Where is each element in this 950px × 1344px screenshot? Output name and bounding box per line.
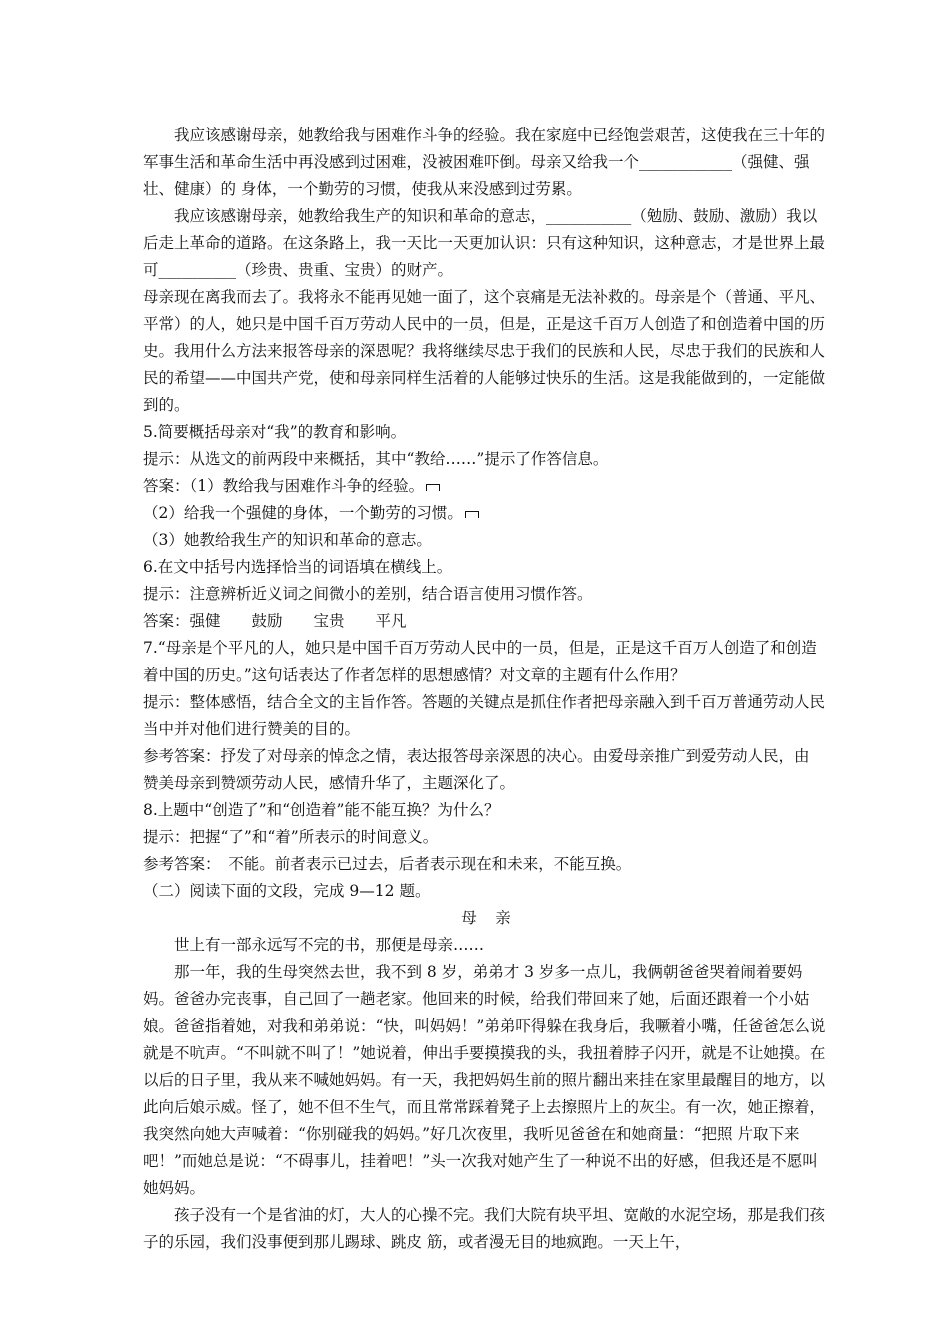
paragraph: 我应该感谢母亲，她教给我与困难作斗争的经验。我在家庭中已经饱尝艰苦，这使我在三十年的军事生活和革命生活中再没感到过困难，没被困难吓倒。母亲又给我一个____________（强健、强壮、健康）的 身体，一个勤劳的习惯，使我从来没感到过劳累。 — [143, 126, 826, 198]
hint-7: 提示：整体感悟，结合全文的主旨作答。答题的关键点是抓住作者把母亲融入到千百万普通劳动人民当中并对他们进行赞美的目的。 — [143, 693, 826, 738]
hint-8: 提示：把握“了”和“着”所表示的时间意义。 — [143, 828, 439, 846]
answer-8: 参考答案： 不能。前者表示已过去，后者表示现在和未来，不能互换。 — [143, 855, 632, 873]
section-heading: （二）阅读下面的文段，完成 9—12 题。 — [143, 882, 431, 900]
paragraph: 母亲现在离我而去了。我将永不能再见她一面了，这个哀痛是无法补救的。母亲是个（普通、平凡、平常）的人，她只是中国千百万劳动人民中的一员，但是，正是这千百万人创造了和创造着中国的历史。我用什么方法来报答母亲的深恩呢？我将继续尽忠于我们的民族和人民，尽忠于我们的民族和人民的希望——中国共产党，使和母亲同样生活着的人能够过快乐的生活。这是我能做到的，一定能做到的。 — [143, 288, 826, 414]
question-7: 7.“母亲是个平凡的人，她只是中国千百万劳动人民中的一员，但是，正是这千百万人创造了和创造着中国的历史。”这句话表达了作者怎样的思想感情？对文章的主题有什么作用？ — [143, 639, 817, 684]
story-title: 母亲 — [461, 909, 530, 927]
answer-5-line — [143, 500, 829, 527]
answer-5-line: （3）她教给我生产的知识和革命的意志。 — [143, 531, 432, 549]
story-paragraph: 那一年，我的生母突然去世，我不到 8 岁，弟弟才 3 岁多一点儿，我俩朝爸爸哭着闹着要妈妈。爸爸办完丧事，自己回了一趟老家。他回来的时候，给我们带回来了她，后面还跟着一个小姑娘。爸爸指着她，对我和弟弟说：“快，叫妈妈！”弟弟吓得躲在我身后，我噘着小嘴，任爸爸怎么说就是不吭声。“不叫就不叫了！”她说着，伸出手要摸摸我的头，我扭着脖子闪开，就是不让她摸。在以后的日子里，我从来不喊她妈妈。有一天，我把妈妈生前的照片翻出来挂在家里最醒目的地方，以此向后娘示威。怪了，她不但不生气，而且常常踩着凳子上去擦照片上的灰尘。有一次，她正擦着，我突然向她大声喊着：“你别碰我的妈妈。”好几次夜里，我听见爸爸在和她商量：“把照 片取下来吧！”而她总是说：“不碍事儿，挂着吧！”头一次我对她产生了一种说不出的好感，但我还是不愿叫她妈妈。 — [143, 963, 826, 1197]
answer-5-line — [143, 473, 829, 500]
answer-6: 答案：强健 鼓励 宝贵 平凡 — [143, 612, 407, 630]
hint-5: 提示：从选文的前两段中来概括，其中“教给……”提示了作答信息。 — [143, 450, 609, 468]
bracket-mark-icon — [426, 484, 440, 491]
document-body — [143, 122, 829, 1256]
answer-text: （2）给我一个强健的身体，一个勤劳的习惯。 — [143, 504, 463, 522]
paragraph: 我应该感谢母亲，她教给我生产的知识和革命的意志，___________（勉励、鼓励、激励）我以后走上革命的道路。在这条路上，我一天比一天更加认识：只有这种知识，这种意志，才是世界上最可__________（珍贵、贵重、宝贵）的财产。 — [143, 207, 826, 279]
answer-text: 答案：（1）教给我与困难作斗争的经验。 — [143, 477, 425, 495]
question-5: 5.简要概括母亲对“我”的教育和影响。 — [143, 423, 407, 441]
bracket-mark-icon — [465, 511, 479, 518]
story-paragraph: 孩子没有一个是省油的灯，大人的心操不完。我们大院有块平坦、宽敞的水泥空场，那是我们孩子的乐园，我们没事便到那儿踢球、跳皮 筋，或者漫无目的地疯跑。一天上午， — [143, 1206, 826, 1251]
answer-7: 参考答案：抒发了对母亲的悼念之情，表达报答母亲深恩的决心。由爱母亲推广到爱劳动人民，由 赞美母亲到赞颂劳动人民，感情升华了，主题深化了。 — [143, 747, 810, 792]
question-6: 6.在文中括号内选择恰当的词语填在横线上。 — [143, 558, 453, 576]
hint-6: 提示：注意辨析近义词之间微小的差别，结合语言使用习惯作答。 — [143, 585, 593, 603]
question-8: 8.上题中“创造了”和“创造着”能不能互换？为什么？ — [143, 801, 500, 819]
story-paragraph: 世上有一部永远写不完的书，那便是母亲…… — [174, 936, 485, 954]
